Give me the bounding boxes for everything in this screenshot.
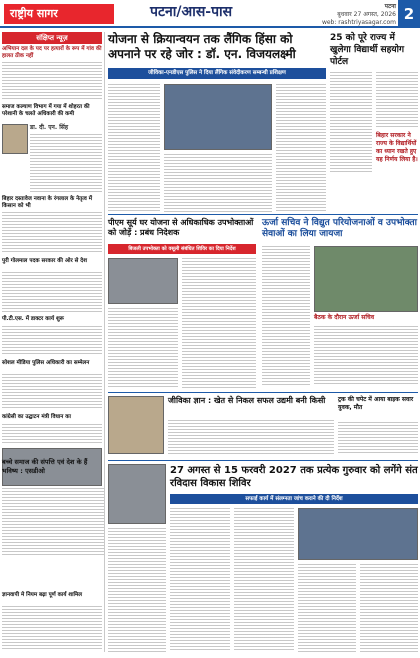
left-item-1-body (2, 62, 102, 100)
dateline (318, 3, 396, 27)
story-camp-body-5 (360, 564, 418, 652)
story-camp-photo (108, 464, 166, 524)
right-top-headline: 25 को पूरे राज्य में खुलेगा विद्यार्थी सहयोग पोर्टल (330, 33, 405, 67)
right-top-story (330, 32, 418, 212)
lead-story-photo (164, 84, 272, 150)
left-item-6-headline: सोशल मीडिया पुलिस अधिकारी का सम्मेलन (2, 360, 90, 366)
publication-name: राष्ट्रीय सागर (4, 4, 114, 24)
lead-story-body-1 (108, 84, 160, 212)
left-item-7-body (2, 424, 102, 444)
story-jeevika (108, 396, 418, 456)
right-top-quote: बिहार सरकार ने राज्य के विद्यार्थियों का ध्यान रखते हुए यह निर्णय लिया है। (376, 132, 418, 163)
story-pm-photo (108, 258, 178, 304)
page-number: 2 (398, 0, 420, 28)
profile-name: डा. दी. एन. सिंह (30, 124, 69, 131)
left-item-6-body (2, 374, 102, 410)
story-ravidas-camp (108, 464, 418, 654)
story-pm-surya-ghar (108, 218, 256, 388)
story-pm-strap: बिजली उपभोक्ता को वसूली संबंधित शिविर का दिया निर्देश (108, 244, 256, 254)
story-energy-caption: बैठक के दौरान ऊर्जा सचिव (314, 314, 375, 321)
lead-story-body-3 (276, 84, 326, 212)
story-truck-headline: ट्रक की चपेट में आया बाइक सवार युवक, मौत (338, 396, 414, 411)
profile-photo (2, 124, 28, 154)
story-pm-body-2 (182, 258, 256, 388)
lead-story-strap: जीविका-एनडीएस पुलिस ने दिया लैंगिक संवेदीकरण सम्बन्धी प्रशिक्षण (108, 68, 326, 79)
left-column-label: संक्षिप्त न्यूज़ (2, 32, 102, 44)
column-rule-left (104, 32, 105, 652)
masthead (0, 0, 420, 28)
left-column (2, 32, 102, 652)
left-item-2-headline: समाज कल्याण विभाग में गया में शोहरत की परेशानी के चलते अधिकारी की कमी (2, 104, 90, 117)
story-energy-secretary (262, 218, 418, 388)
story-energy-headline: ऊर्जा सचिव ने विद्युत परियोजनाओं व उपभोक्ता सेवाओं का लिया जायजा (262, 218, 418, 239)
left-item-3-headline: बिहार दस्तावेज नवाना के रंगलाल के नेतृत्व में किसान को भी (2, 196, 93, 209)
left-item-5-headline: पी.टी.एस. में डाक्टर कार्य शुरू (2, 316, 64, 322)
story-children-body (2, 488, 104, 556)
dateline-web: web: rashtriyasagar.com (321, 19, 396, 26)
story-pm-headline: पीएम सूर्य घर योजना से अधिकाधिक उपभोक्ताओं को जोड़ें : प्रबंध निदेशक (108, 218, 254, 237)
story-energy-photo (314, 246, 418, 312)
story-energy-body-2 (314, 326, 418, 386)
lead-story-headline: योजना से क्रियान्वयन तक लैंगिक हिंसा को अपनाने पर रहे जोर : डॉ. एन. विजयलक्ष्मी (108, 32, 296, 61)
story-jeevika-headline: जीविका ज्ञान : खेत से निकल सफल उद्यमी बनी किसी (168, 396, 326, 405)
dateline-date: बुधवार 27 अगस्त, 2026 (337, 11, 396, 18)
lead-story (108, 32, 326, 212)
right-top-body-2 (376, 72, 418, 128)
lead-story-body-2 (164, 154, 272, 212)
story-camp-body-3 (234, 508, 294, 652)
story-camp-body-4 (298, 564, 356, 652)
left-item-8-body (2, 606, 102, 650)
story-camp-body-1 (108, 528, 166, 652)
left-item-8-headline: ज्ञानवापी मे नियम बढ़ा पूर्ण कार्य शामिल (2, 592, 82, 598)
story-jeevika-photo (108, 396, 164, 454)
story-camp-photo-2 (298, 508, 418, 560)
left-item-4-headline: पुरी गोलमाल पदक सरकार की ओर से देश (2, 258, 87, 264)
divider-1 (108, 214, 418, 215)
divider-3 (108, 460, 418, 461)
left-item-2-body (30, 134, 102, 192)
left-item-5-body (2, 326, 102, 356)
story-children-headline: बच्चे समाज की संपत्ति एवं देश के हैं भविष्य : एसडीओ (2, 458, 88, 475)
story-pm-body-1 (108, 308, 178, 388)
story-camp-body-2 (170, 508, 230, 652)
right-top-body-1 (330, 72, 372, 172)
story-camp-strap: सफाई कार्य में संलग्नता जांच कराने की दी निर्देश (170, 494, 418, 504)
dateline-city: पटना (384, 3, 396, 10)
left-item-3-body (2, 212, 102, 254)
story-truck-body (338, 422, 418, 454)
left-item-1-headline: अभियान दल के पद पर हत्यारों के रूप में गांव की हालत ठीक नहीं (2, 46, 102, 59)
left-item-4-body (2, 272, 102, 312)
left-item-7-headline: कांग्रेसी का उद्घाटन मंत्री विधान का (2, 414, 71, 420)
story-children (2, 458, 104, 558)
story-jeevika-body (168, 420, 334, 454)
story-energy-body-1 (262, 246, 310, 386)
section-title: पटना/आस-पास (150, 4, 233, 20)
story-camp-headline: 27 अगस्त से 15 फरवरी 2027 तक प्रत्येक गुरुवार को लगेंगे संत रविदास विकास शिविर (170, 465, 418, 489)
divider-2 (108, 392, 418, 393)
